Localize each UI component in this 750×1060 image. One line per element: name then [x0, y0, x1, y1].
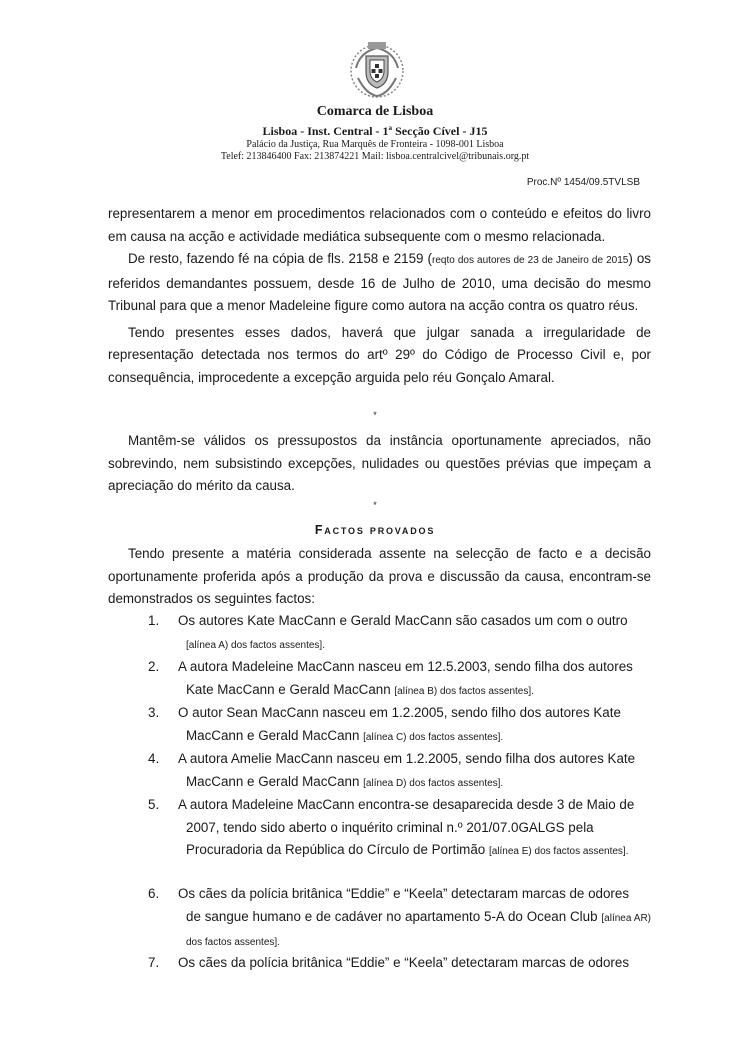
list-item-note: [alínea C) dos factos assentes].: [363, 731, 504, 743]
list-item-line: Os autores Kate MacCann e Gerald MacCann são casados um com o outro: [178, 613, 628, 628]
paragraph-3: Tendo presentes esses dados, haverá que julgar sanada a irregularidade de representação detectada nos termos do artº 29º do Código de Processo Civil e, por consequência, improcedente a excepção arguida pelo réu Gonçalo Amaral.: [108, 324, 651, 385]
paragraph-2-citation: reqto dos autores de 23 de Janeiro de 2015: [431, 255, 629, 266]
process-number: Proc.Nº 1454/09.5TVLSB: [526, 177, 640, 188]
list-item-line: Os cães da polícia britânica “Eddie” e “Keela” detectaram marcas de odores: [178, 955, 630, 970]
list-item-note: [alínea D) dos factos assentes].: [363, 777, 504, 789]
body-text-3: [108, 543, 651, 611]
list-item-number: 2.: [148, 659, 160, 674]
court-contacts: Telef: 213846400 Fax: 213874221 Mail: lisboa.centralcivel@tribunais.org.pt: [220, 151, 530, 162]
list-item-line: MacCann e Gerald MacCann: [186, 727, 364, 743]
list-item-line: MacCann e Gerald MacCann: [186, 773, 364, 789]
list-item-text: [178, 794, 651, 864]
paragraph-2-part-a: De resto, fazendo fé na cópia de fls. 2158 e 2159 (: [128, 251, 432, 266]
list-item-text: [178, 610, 651, 657]
list-item-line: de sangue humano e de cadáver no apartamento 5-A do Ocean Club: [186, 908, 602, 924]
list-item-line: A autora Amelie MacCann nasceu em 1.2.2005, sendo filha dos autores Kate: [178, 751, 636, 766]
list-item-line: Procuradoria da República do Círculo de Portimão: [186, 842, 489, 857]
list-item-line: 2007, tendo sido aberto o inquérito criminal n.º 201/07.0GALGS pela: [186, 819, 594, 835]
paragraph-1: representarem a menor em procedimentos relacionados com o conteúdo e efeitos do livro em causa na acção e actividade mediática subsequente com o mesmo relacionada.: [108, 206, 651, 244]
list-item-number: 5.: [148, 797, 160, 812]
separator-star-2: *: [373, 500, 377, 510]
paragraph-2-part-b: ) os referidos demandantes possuem, desde 16 de Julho de 2010, uma decisão do mesmo Tribunal para que a menor Madeleine figure como autora na acção contra os quatro réus.: [108, 251, 651, 313]
list-item-number: 3.: [148, 705, 160, 720]
court-section: Lisboa - Inst. Central - 1ª Secção Cível - J15: [262, 124, 488, 138]
list-item-text: [178, 748, 651, 795]
court-name: Comarca de Lisboa: [316, 104, 434, 119]
list-item-number: 7.: [148, 955, 160, 970]
list-item-line: O autor Sean MacCann nasceu em 1.2.2005, sendo filho dos autores Kate: [178, 705, 621, 720]
list-item-number: 1.: [148, 613, 160, 628]
list-item-line: A autora Madeleine MacCann nasceu em 12.5.2003, sendo filha dos autores: [178, 659, 633, 674]
list-item-text: [178, 656, 651, 703]
list-item-note: [alínea AR) dos factos assentes].: [186, 912, 652, 948]
body-text-2: [108, 430, 651, 498]
list-item-line: Kate MacCann e Gerald MacCann: [186, 681, 395, 697]
list-item-text: [178, 883, 651, 955]
separator-star: *: [373, 410, 377, 420]
paragraph-2: [108, 248, 651, 318]
list-item-note: [alínea B) dos factos assentes].: [394, 685, 534, 697]
coat-of-arms-icon: [346, 38, 408, 100]
list-item-note: [alínea A) dos factos assentes].: [186, 639, 325, 651]
body-text: [108, 203, 651, 389]
court-address: Palácio da Justiça, Rua Marquês de Fronteira - 1098-001 Lisboa: [246, 139, 504, 150]
list-item-note: [alínea E) dos factos assentes].: [488, 846, 629, 857]
list-item-number: 4.: [148, 751, 160, 766]
list-item-line: A autora Madeleine MacCann encontra-se desaparecida desde 3 de Maio de: [178, 797, 635, 812]
list-item-text: [178, 702, 651, 749]
section-heading: Factos provados: [314, 523, 436, 537]
paragraph-4: Mantêm-se válidos os pressupostos da instância oportunamente apreciados, não sobrevindo, nem subsistindo excepções, nulidades ou questões prévias que impeçam a apreciação do mérito da causa.: [108, 433, 651, 493]
list-item-line: Os cães da polícia britânica “Eddie” e “Keela” detectaram marcas de odores: [178, 886, 630, 901]
list-item-number: 6.: [148, 886, 160, 901]
paragraph-5: Tendo presente a matéria considerada assente na selecção de facto e a decisão oportunamente proferida após a produção da prova e discussão da causa, encontram-se demonstrados os seguintes factos:: [108, 546, 651, 606]
list-item-text: [178, 952, 651, 975]
